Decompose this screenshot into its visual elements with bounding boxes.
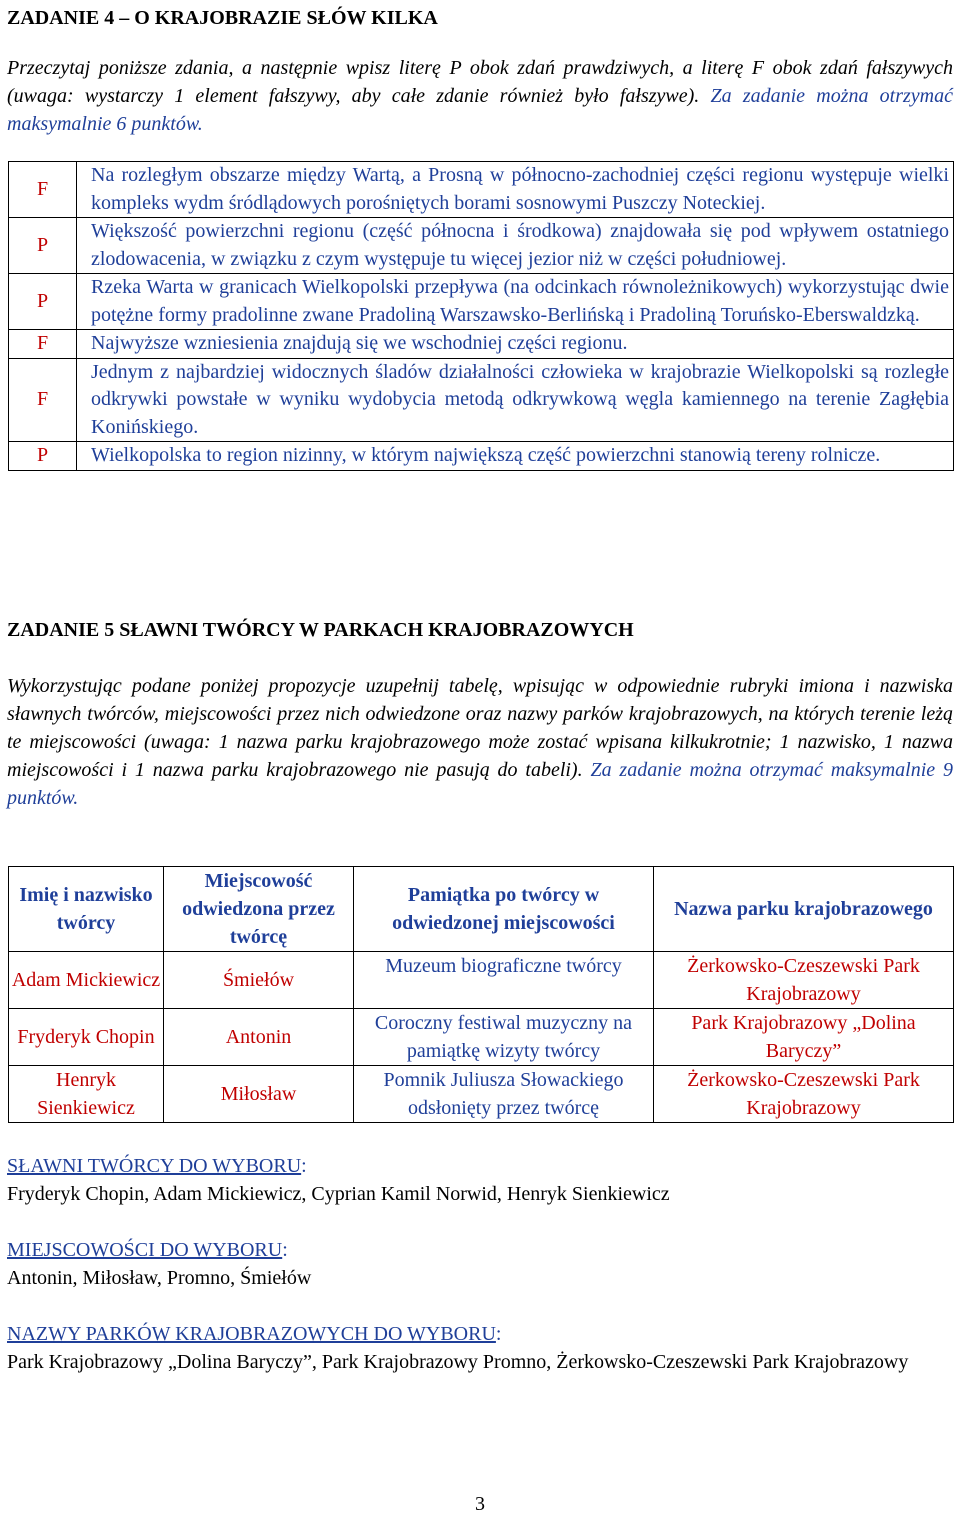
- creator-cell[interactable]: Henryk Sienkiewicz: [9, 1066, 164, 1123]
- places-list: [7, 1236, 953, 1292]
- creators-list-title: SŁAWNI TWÓRCY DO WYBORU: [7, 1155, 302, 1177]
- places-list-items: Antonin, Miłosław, Promno, Śmiełów: [7, 1267, 312, 1289]
- creators-list: [7, 1152, 953, 1208]
- memento-cell: Muzeum biograficzne twórcy: [354, 952, 654, 1009]
- memento-cell: Coroczny festiwal muzyczny na pamiątkę wizyty twórcy: [354, 1009, 654, 1066]
- statement-cell: Najwyższe wzniesienia znajdują się we wschodniej części regionu.: [77, 330, 954, 359]
- table-row: [9, 218, 954, 274]
- task4-instruction-points: Za zadanie można otrzymać maksymalnie 6 punktów.: [7, 85, 953, 135]
- parks-list-items: Park Krajobrazowy „Dolina Baryczy”, Park Krajobrazowy Promno, Żerkowsko-Czeszewski Park Krajobrazowy: [7, 1351, 909, 1373]
- table-header-row: [9, 867, 954, 952]
- column-header-place: Miejscowość odwiedzona przez twórcę: [164, 867, 354, 952]
- task4-instruction-text: Przeczytaj poniższe zdania, a następnie wpisz literę P obok zdań prawdziwych, a literę F obok zdań fałszywych (uwaga: wystarczy 1 element fałszywy, aby całe zdanie również było fałszywe).: [7, 57, 953, 107]
- parks-list: [7, 1320, 953, 1376]
- memento-cell: Pomnik Juliusza Słowackiego odsłonięty przez twórcę: [354, 1066, 654, 1123]
- colon: :: [495, 1323, 502, 1345]
- table-row: [9, 952, 954, 1009]
- answer-cell[interactable]: P: [9, 274, 77, 330]
- answer-cell[interactable]: F: [9, 162, 77, 218]
- task5-instruction-text: Wykorzystując podane poniżej propozycje uzupełnij tabelę, wpisując w odpowiednie rubryki imiona i nazwiska sławnych twórców, miejscowości przez nich odwiedzone oraz nazwy parków krajobrazowych, na których terenie leżą te miejscowości (uwaga: 1 nazwa parku krajobrazowego może zostać wpisana kilkukrotnie; 1 nazwisko, 1 nazwa miejscowości i 1 nazwa parku krajobrazowego nie pasują do tabeli).: [7, 675, 953, 781]
- place-cell[interactable]: Miłosław: [164, 1066, 354, 1123]
- creators-list-items: Fryderyk Chopin, Adam Mickiewicz, Cyprian Kamil Norwid, Henryk Sienkiewicz: [7, 1183, 670, 1205]
- statement-cell: Rzeka Warta w granicach Wielkopolski przepływa (na odcinkach równoleżnikowych) wykorzystując dwie potężne formy pradolinne zwane Pradoliną Warszawsko-Berlińską i Pradoliną Toruńsko-Eberswaldzką.: [77, 274, 954, 330]
- task5-instruction-points: Za zadanie można otrzymać maksymalnie 9 punktów.: [7, 759, 953, 809]
- table-row: [9, 358, 954, 442]
- places-list-title: MIEJSCOWOŚCI DO WYBORU: [7, 1239, 283, 1261]
- table-row: [9, 274, 954, 330]
- page-number: 3: [475, 1493, 485, 1515]
- creator-cell[interactable]: Fryderyk Chopin: [9, 1009, 164, 1066]
- task4-title: ZADANIE 4 – O KRAJOBRAZIE SŁÓW KILKA: [7, 7, 438, 29]
- table-row: [9, 1066, 954, 1123]
- task5-title: ZADANIE 5 SŁAWNI TWÓRCY W PARKACH KRAJOBRAZOWYCH: [7, 619, 634, 641]
- place-cell[interactable]: Śmiełów: [164, 952, 354, 1009]
- place-cell[interactable]: Antonin: [164, 1009, 354, 1066]
- colon: :: [301, 1155, 307, 1177]
- colon: :: [282, 1239, 288, 1261]
- column-header-park: Nazwa parku krajobrazowego: [654, 867, 954, 952]
- statement-cell: Większość powierzchni regionu (część północna i środkowa) znajdowała się pod wpływem ostatniego zlodowacenia, w związku z czym występuje tu więcej jezior niż w części południowej.: [77, 218, 954, 274]
- column-header-creator: Imię i nazwisko twórcy: [9, 867, 164, 952]
- task5-instruction: [7, 672, 953, 812]
- answer-cell[interactable]: F: [9, 330, 77, 359]
- answer-cell[interactable]: P: [9, 442, 77, 471]
- creator-cell[interactable]: Adam Mickiewicz: [9, 952, 164, 1009]
- park-cell[interactable]: Park Krajobrazowy „Dolina Baryczy”: [654, 1009, 954, 1066]
- true-false-table: [8, 161, 954, 471]
- statement-cell: Wielkopolska to region nizinny, w którym największą część powierzchni stanowią tereny rolnicze.: [77, 442, 954, 471]
- answer-cell[interactable]: P: [9, 218, 77, 274]
- park-cell[interactable]: Żerkowsko-Czeszewski Park Krajobrazowy: [654, 1066, 954, 1123]
- column-header-memento: Pamiątka po twórcy w odwiedzonej miejscowości: [354, 867, 654, 952]
- statement-cell: Jednym z najbardziej widocznych śladów działalności człowieka w krajobrazie Wielkopolski są rozległe odkrywki powstałe w wyniku wydobycia metodą odkrywkową węgla kamiennego na terenie Zagłębia Konińskiego.: [77, 358, 954, 442]
- table-row: [9, 330, 954, 359]
- park-cell[interactable]: Żerkowsko-Czeszewski Park Krajobrazowy: [654, 952, 954, 1009]
- answer-cell[interactable]: F: [9, 358, 77, 442]
- parks-list-title: NAZWY PARKÓW KRAJOBRAZOWYCH DO WYBORU: [7, 1323, 496, 1345]
- statement-cell: Na rozległym obszarze między Wartą, a Prosną w północno-zachodniej części regionu występuje wielki kompleks wydm śródlądowych porośniętych borami sosnowymi Puszczy Noteckiej.: [77, 162, 954, 218]
- table-row: [9, 442, 954, 471]
- table-row: [9, 1009, 954, 1066]
- table-row: [9, 162, 954, 218]
- task4-instruction: [7, 54, 953, 138]
- creators-table: [8, 866, 954, 1123]
